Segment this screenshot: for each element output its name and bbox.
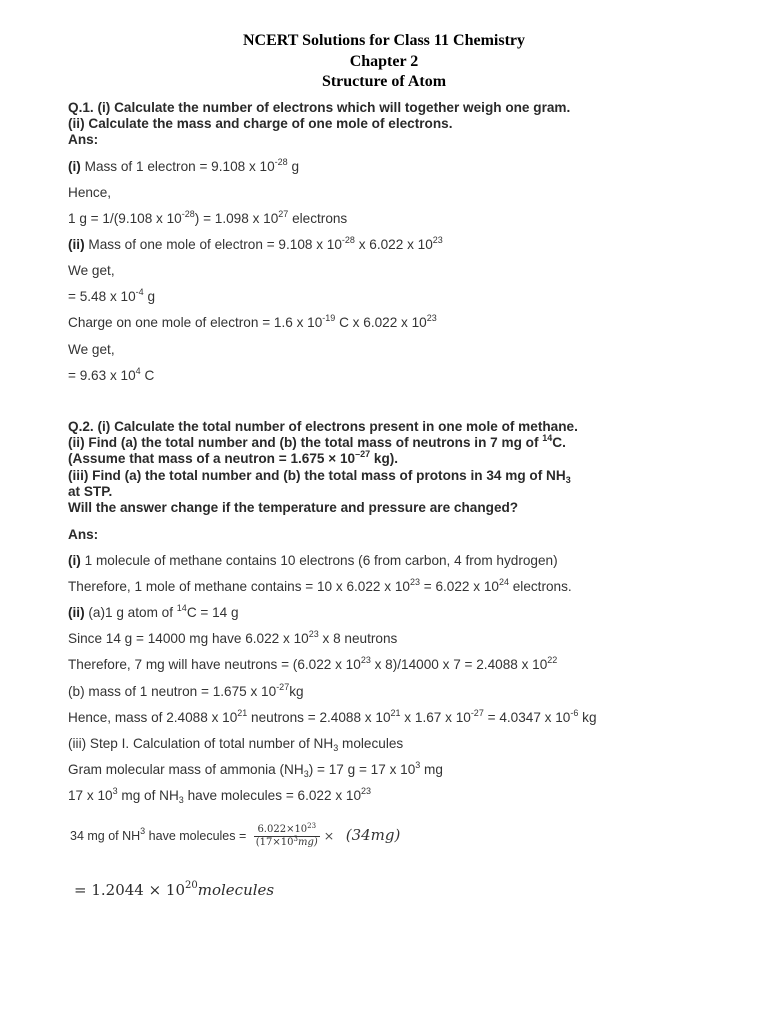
q2-line-4: (iii) Find (a) the total number and (b) the total mass of protons in 34 mg of $NH_3$ — [68, 467, 571, 485]
q2-line-1: Q.2. (i) Calculate the total number of electrons present in one mole of methane. — [68, 419, 578, 434]
q1-we-get-2: We get, — [68, 342, 115, 357]
title-line-3: Structure of Atom — [321, 73, 447, 90]
q2-molecules-17: 17 x $10^3$ mg of $NH_3$ have molecules = 6.022 x $10^{23}$ — [68, 786, 372, 805]
q2-gram-atom: (ii) (a)1 g atom of $^{14}$C = 14 g — [68, 603, 239, 620]
q2-therefore-neutrons: Therefore, 7 mg will have neutrons = (6.022 x $10^{23}$ x 8)/14000 x 7 = 2.4088 x $10^{22}$ — [68, 655, 558, 672]
q1-electrons-per-gram: 1 g = 1/(9.108 x $10^{-28}) = 1.098$ x $10^{27}$ electrons — [68, 209, 348, 226]
q1-answer-label: Ans: — [68, 132, 99, 148]
question-2 — [68, 419, 578, 516]
document-title — [0, 31, 768, 93]
q2-line-2: (ii) Find (a) the total number and (b) the total mass of neutrons in 7 mg of $^{14}$C. — [68, 433, 566, 451]
q2-answer-label: Ans: — [68, 527, 99, 542]
title-line-1: NCERT Solutions for Class 11 Chemistry — [243, 32, 525, 49]
q2-gram-molecular: Gram molecular mass of ammonia $(NH_3) = 17$ g = 17 x $10^3$ mg — [68, 760, 443, 779]
q1-mass-electron: (i) Mass of 1 electron = 9.108 x $10^{-28}$ g — [68, 157, 300, 174]
q2-line-6: Will the answer change if the temperature and pressure are changed? — [68, 500, 519, 516]
fraction: $\frac{6.022\times 10^{23}}{(17\times 10^3mg)}$ — [255, 822, 318, 849]
q1-line-2: (ii) Calculate the mass and charge of one mole of electrons. — [68, 116, 453, 132]
q2-line-5: at STP. — [68, 483, 113, 499]
q2-final-result: = $1.2044 \times 10^{20}molecules$ — [74, 880, 275, 899]
question-1 — [68, 100, 570, 149]
q1-we-get-1: We get, — [68, 263, 115, 278]
q2-line-3: (Assume that mass of a neutron = $1.675 \times 10^{-27}$ kg). — [68, 449, 399, 467]
q2-neutron-mass: (b) mass of 1 neutron = 1.675 x $10^{-27}kg$ — [68, 682, 304, 699]
q1-result-mass: = 5.48 x $10^{-4}$ g — [68, 287, 156, 304]
q2-molecules-34-formula: 34 mg of $NH^3$ have molecules = $\frac{6.022\times 10^{23}}{(17\times 10^3mg)}$ × (34mg) — [70, 822, 401, 849]
q1-hence: Hence, — [68, 185, 112, 200]
q1-mass-mole: (ii) Mass of one mole of electron = 9.108 x $10^{-28}$ x 6.022 x $10^{23}$ — [68, 235, 443, 252]
q2-hence-mass: Hence, mass of 2.4088 x $10^{21}$ neutrons = 2.4088 x $10^{21}$ x 1.67 x $10^{-27} = 4.0347$ x $10^{-6}$ kg — [68, 708, 597, 725]
q2-step-one: (iii) Step I. Calculation of total number of $NH_3$ molecules — [68, 736, 404, 753]
q2-since: Since 14 g = 14000 mg have 6.022 x $10^{23}$ x 8 neutrons — [68, 629, 398, 646]
q1-charge-mole: Charge on one mole of electron = 1.6 x $10^{-19}$ C x 6.022 x $10^{23}$ — [68, 313, 437, 330]
q1-result-charge: = 9.63 x $10^4$ C — [68, 366, 155, 383]
title-line-2: Chapter 2 — [349, 52, 419, 70]
q2-methane-mole: Therefore, 1 mole of methane contains = 10 x 6.022 x $10^{23} = 6.022$ x $10^{24}$ electrons. — [68, 577, 572, 594]
q1-line-1: Q.1. (i) Calculate the number of electrons which will together weigh one gram. — [68, 100, 571, 115]
q2-methane-electrons: (i) 1 molecule of methane contains 10 electrons (6 from carbon, 4 from hydrogen) — [68, 553, 558, 568]
